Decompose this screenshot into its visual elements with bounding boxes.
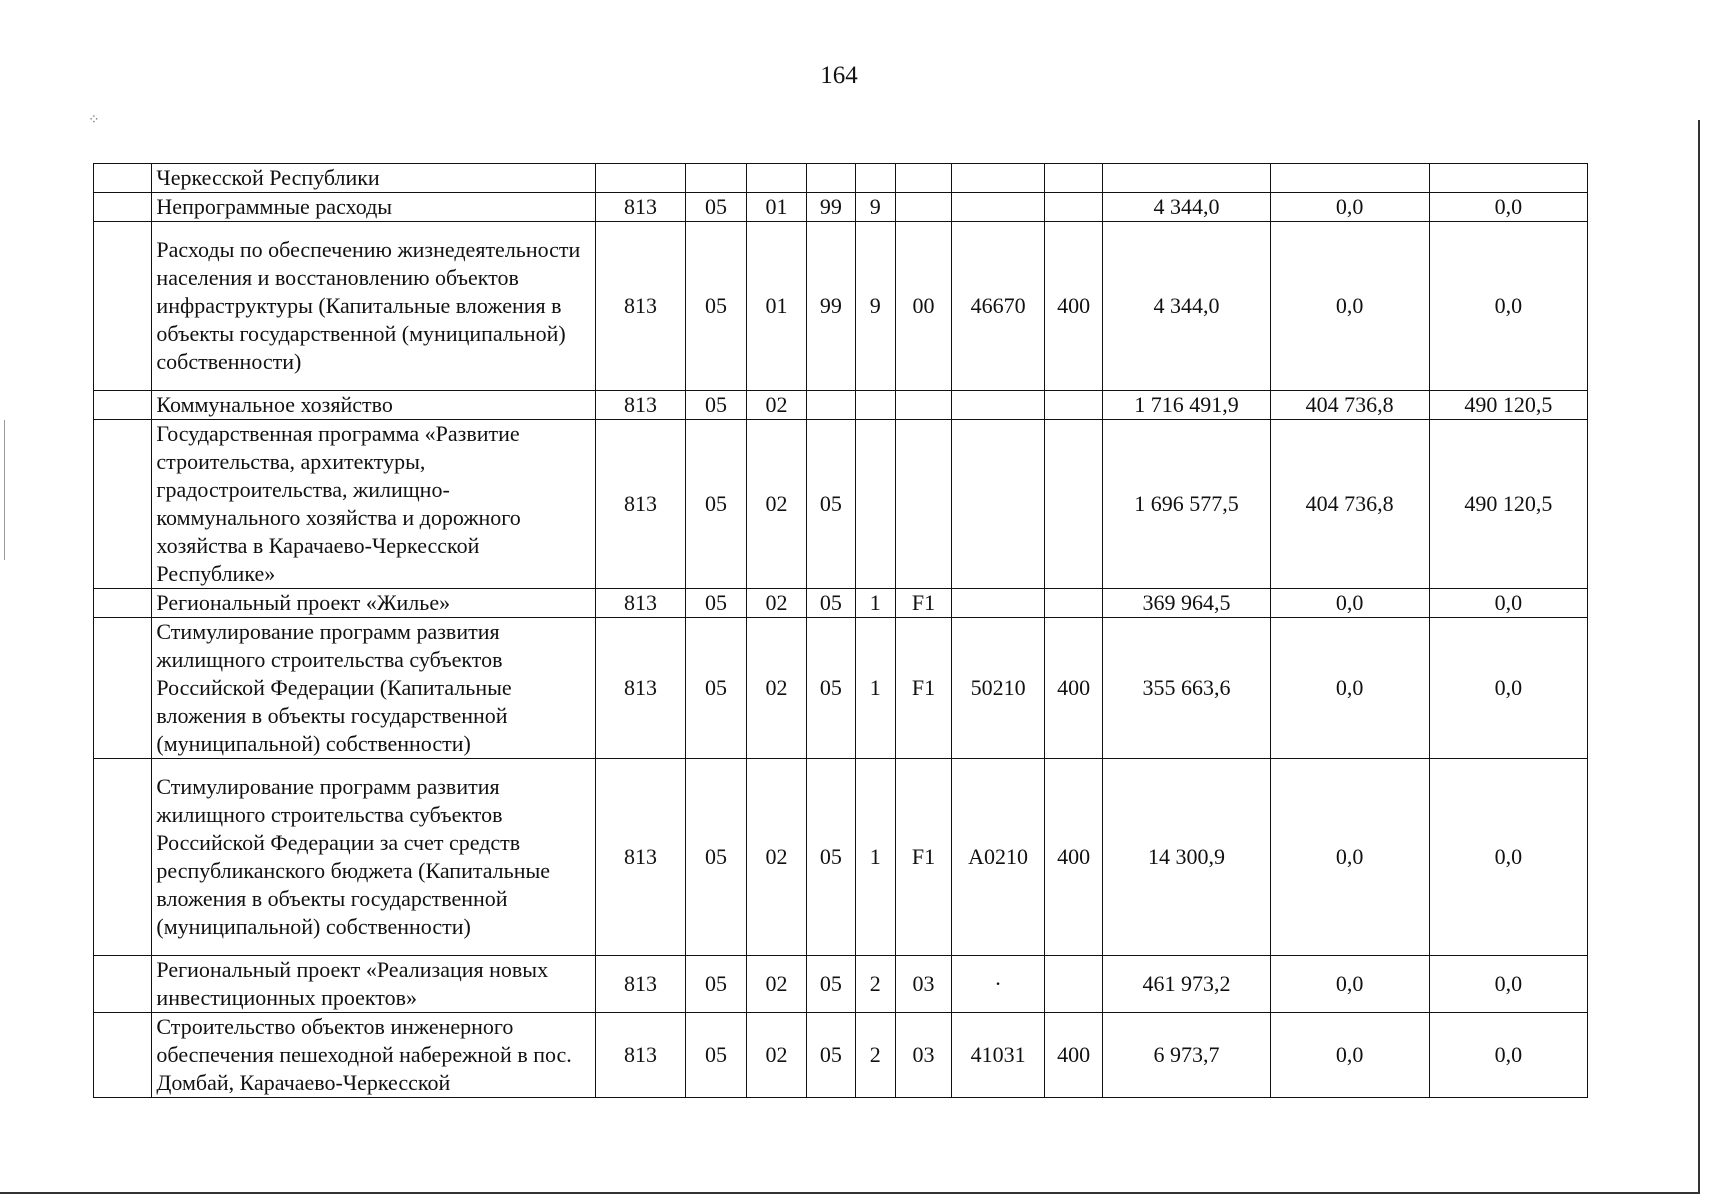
code-cell-pr: 01 xyxy=(746,222,806,391)
code-cell-rz: 05 xyxy=(686,589,746,618)
code-cell-p1: 05 xyxy=(807,956,855,1013)
code-cell-p4: A0210 xyxy=(952,759,1045,956)
code-cell-p1: 05 xyxy=(807,1013,855,1098)
amount-cell-s3 xyxy=(1429,164,1587,193)
code-cell-p2 xyxy=(855,420,895,589)
code-cell-grbs: 813 xyxy=(595,222,686,391)
code-cell-vr xyxy=(1044,589,1102,618)
code-cell-pr: 01 xyxy=(746,193,806,222)
code-cell-p3 xyxy=(895,420,951,589)
code-cell-grbs: 813 xyxy=(595,391,686,420)
item-name-cell: Расходы по обеспечению жизнедеятельности населения и восстановлению объектов инфраструктуры (Капитальные вложения в объекты государственной (муниципальной) собственности) xyxy=(152,222,595,391)
amount-cell-s1: 355 663,6 xyxy=(1103,618,1270,759)
code-cell-p2: 9 xyxy=(855,222,895,391)
code-cell-p4 xyxy=(952,193,1045,222)
code-cell-p3: 03 xyxy=(895,956,951,1013)
table-row xyxy=(94,1013,1588,1098)
code-cell-rz: 05 xyxy=(686,391,746,420)
code-cell-p1: 05 xyxy=(807,589,855,618)
code-cell-rz: 05 xyxy=(686,222,746,391)
code-cell-pr: 02 xyxy=(746,956,806,1013)
scan-edge-line xyxy=(4,420,5,560)
code-cell-vr xyxy=(1044,956,1102,1013)
code-cell-pr: 02 xyxy=(746,391,806,420)
row-number-cell xyxy=(94,420,152,589)
table-row xyxy=(94,759,1588,956)
code-cell-p2 xyxy=(855,391,895,420)
code-cell-p2: 1 xyxy=(855,618,895,759)
table-row xyxy=(94,222,1588,391)
amount-cell-s2: 0,0 xyxy=(1270,759,1429,956)
code-cell-p4 xyxy=(952,420,1045,589)
item-name-cell: Региональный проект «Жилье» xyxy=(152,589,595,618)
code-cell-p3 xyxy=(895,193,951,222)
code-cell-vr: 400 xyxy=(1044,759,1102,956)
amount-cell-s3: 0,0 xyxy=(1429,618,1587,759)
row-number-cell xyxy=(94,391,152,420)
table-body xyxy=(94,164,1588,1098)
code-cell-p4: · xyxy=(952,956,1045,1013)
table-row xyxy=(94,618,1588,759)
code-cell-p3: F1 xyxy=(895,618,951,759)
code-cell-p3: F1 xyxy=(895,759,951,956)
code-cell-rz: 05 xyxy=(686,193,746,222)
code-cell-p4: 50210 xyxy=(952,618,1045,759)
table-row xyxy=(94,956,1588,1013)
scan-artifact-mark: ⁘ xyxy=(88,113,100,128)
item-name-cell: Непрограммные расходы xyxy=(152,193,595,222)
code-cell-p2: 2 xyxy=(855,1013,895,1098)
code-cell-grbs: 813 xyxy=(595,618,686,759)
amount-cell-s1 xyxy=(1103,164,1270,193)
code-cell-p3 xyxy=(895,164,951,193)
amount-cell-s2: 0,0 xyxy=(1270,956,1429,1013)
item-name-cell: Коммунальное хозяйство xyxy=(152,391,595,420)
item-name-cell: Государственная программа «Развитие строительства, архитектуры, градостроительства, жилищно-коммунального хозяйства и дорожного хозяйства в Карачаево-Черкесской Республике» xyxy=(152,420,595,589)
amount-cell-s1: 369 964,5 xyxy=(1103,589,1270,618)
code-cell-vr: 400 xyxy=(1044,1013,1102,1098)
amount-cell-s3: 490 120,5 xyxy=(1429,391,1587,420)
amount-cell-s2: 404 736,8 xyxy=(1270,420,1429,589)
table-row xyxy=(94,193,1588,222)
row-number-cell xyxy=(94,193,152,222)
code-cell-grbs: 813 xyxy=(595,193,686,222)
code-cell-p2: 1 xyxy=(855,759,895,956)
amount-cell-s3: 0,0 xyxy=(1429,759,1587,956)
code-cell-grbs: 813 xyxy=(595,759,686,956)
row-number-cell xyxy=(94,956,152,1013)
code-cell-vr xyxy=(1044,420,1102,589)
code-cell-vr: 400 xyxy=(1044,222,1102,391)
row-number-cell xyxy=(94,589,152,618)
amount-cell-s1: 1 696 577,5 xyxy=(1103,420,1270,589)
code-cell-p1: 05 xyxy=(807,618,855,759)
code-cell-p1 xyxy=(807,391,855,420)
amount-cell-s1: 1 716 491,9 xyxy=(1103,391,1270,420)
code-cell-rz: 05 xyxy=(686,420,746,589)
code-cell-vr xyxy=(1044,391,1102,420)
code-cell-p2 xyxy=(855,164,895,193)
amount-cell-s2: 0,0 xyxy=(1270,589,1429,618)
amount-cell-s2 xyxy=(1270,164,1429,193)
table-row xyxy=(94,589,1588,618)
code-cell-p2: 1 xyxy=(855,589,895,618)
code-cell-p4 xyxy=(952,391,1045,420)
item-name-cell: Стимулирование программ развития жилищного строительства субъектов Российской Федерации за счет средств республиканского бюджета (Капитальные вложения в объекты государственной (муниципальной) собственности) xyxy=(152,759,595,956)
code-cell-pr: 02 xyxy=(746,1013,806,1098)
table-row xyxy=(94,391,1588,420)
row-number-cell xyxy=(94,759,152,956)
code-cell-pr: 02 xyxy=(746,420,806,589)
scan-bottom-edge xyxy=(0,1192,1700,1194)
table-row xyxy=(94,420,1588,589)
amount-cell-s3: 0,0 xyxy=(1429,589,1587,618)
page-number: 164 xyxy=(820,62,858,89)
code-cell-rz: 05 xyxy=(686,1013,746,1098)
code-cell-p3 xyxy=(895,391,951,420)
amount-cell-s3: 0,0 xyxy=(1429,1013,1587,1098)
code-cell-rz: 05 xyxy=(686,618,746,759)
code-cell-p4 xyxy=(952,164,1045,193)
amount-cell-s2: 404 736,8 xyxy=(1270,391,1429,420)
row-number-cell xyxy=(94,164,152,193)
amount-cell-s1: 6 973,7 xyxy=(1103,1013,1270,1098)
code-cell-grbs: 813 xyxy=(595,589,686,618)
code-cell-p4: 46670 xyxy=(952,222,1045,391)
item-name-cell: Региональный проект «Реализация новых инвестиционных проектов» xyxy=(152,956,595,1013)
row-number-cell xyxy=(94,222,152,391)
amount-cell-s2: 0,0 xyxy=(1270,193,1429,222)
code-cell-p1: 05 xyxy=(807,759,855,956)
amount-cell-s3: 0,0 xyxy=(1429,222,1587,391)
table-row xyxy=(94,164,1588,193)
code-cell-p1: 99 xyxy=(807,193,855,222)
code-cell-pr: 02 xyxy=(746,618,806,759)
code-cell-p4: 41031 xyxy=(952,1013,1045,1098)
amount-cell-s2: 0,0 xyxy=(1270,222,1429,391)
code-cell-p1 xyxy=(807,164,855,193)
item-name-cell: Черкесской Республики xyxy=(152,164,595,193)
code-cell-pr xyxy=(746,164,806,193)
code-cell-p3: 00 xyxy=(895,222,951,391)
code-cell-rz: 05 xyxy=(686,956,746,1013)
amount-cell-s3: 0,0 xyxy=(1429,956,1587,1013)
row-number-cell xyxy=(94,1013,152,1098)
code-cell-vr: 400 xyxy=(1044,618,1102,759)
code-cell-p2: 9 xyxy=(855,193,895,222)
amount-cell-s2: 0,0 xyxy=(1270,618,1429,759)
amount-cell-s1: 4 344,0 xyxy=(1103,193,1270,222)
budget-table xyxy=(93,163,1588,1098)
code-cell-p1: 05 xyxy=(807,420,855,589)
code-cell-p1: 99 xyxy=(807,222,855,391)
amount-cell-s2: 0,0 xyxy=(1270,1013,1429,1098)
item-name-cell: Строительство объектов инженерного обеспечения пешеходной набережной в пос. Домбай, Карачаево-Черкесской xyxy=(152,1013,595,1098)
code-cell-p3: 03 xyxy=(895,1013,951,1098)
code-cell-rz: 05 xyxy=(686,759,746,956)
code-cell-p3: F1 xyxy=(895,589,951,618)
scan-right-edge xyxy=(1698,120,1700,1194)
code-cell-grbs: 813 xyxy=(595,420,686,589)
code-cell-pr: 02 xyxy=(746,589,806,618)
amount-cell-s3: 0,0 xyxy=(1429,193,1587,222)
code-cell-grbs: 813 xyxy=(595,1013,686,1098)
row-number-cell xyxy=(94,618,152,759)
amount-cell-s1: 461 973,2 xyxy=(1103,956,1270,1013)
code-cell-vr xyxy=(1044,193,1102,222)
amount-cell-s1: 4 344,0 xyxy=(1103,222,1270,391)
code-cell-rz xyxy=(686,164,746,193)
code-cell-grbs xyxy=(595,164,686,193)
code-cell-p2: 2 xyxy=(855,956,895,1013)
amount-cell-s3: 490 120,5 xyxy=(1429,420,1587,589)
item-name-cell: Стимулирование программ развития жилищного строительства субъектов Российской Федерации (Капитальные вложения в объекты государственной (муниципальной) собственности) xyxy=(152,618,595,759)
code-cell-vr xyxy=(1044,164,1102,193)
code-cell-pr: 02 xyxy=(746,759,806,956)
code-cell-grbs: 813 xyxy=(595,956,686,1013)
code-cell-p4 xyxy=(952,589,1045,618)
amount-cell-s1: 14 300,9 xyxy=(1103,759,1270,956)
